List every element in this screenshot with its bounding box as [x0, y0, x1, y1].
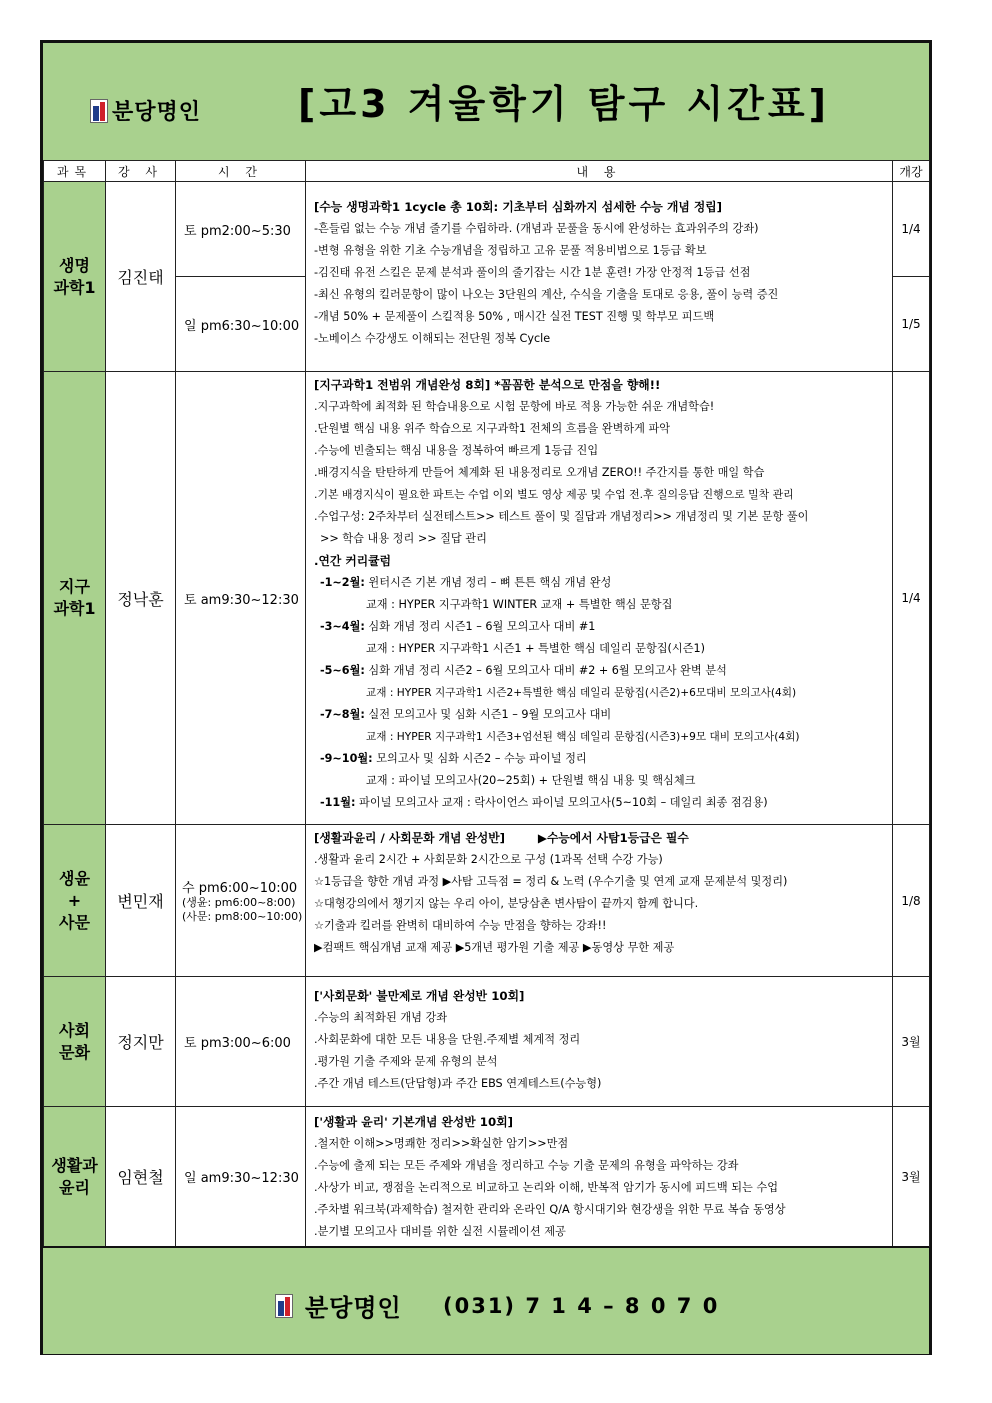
col-subject: 과목 [44, 161, 106, 182]
timetable [43, 160, 930, 1247]
content-line: -최신 유형의 킬러문항이 많이 나오는 3단원의 계산, 수식을 기출을 토대로 응용, 풀이 능력 증진 [314, 288, 779, 301]
subject-line: 문화 [59, 1042, 90, 1062]
content-line: ☆기출과 킬러를 완벽히 대비하여 수능 만점을 향하는 강좌!! [314, 919, 607, 932]
curriculum-item [314, 572, 886, 594]
content-line: .수업구성: 2주차부터 실전테스트>> 테스트 풀이 및 질답과 개념정리>> 개념정리 및 기본 문항 풀이 [314, 510, 809, 523]
content-line: .주차별 워크북(과제학습) 철저한 관리와 온라인 Q/A 항시대기와 현강생을 위한 무료 복습 동영상 [314, 1203, 786, 1216]
open-cell: 1/4 [893, 182, 930, 277]
curriculum-book: 교재 : HYPER 지구과학1 시즌1 + 특별한 핵심 데일리 문항집(시즌1) [366, 642, 706, 655]
content-line: -개념 50% + 문제풀이 스킬적용 50% , 매시간 실전 TEST 진행 및 학부모 피드백 [314, 310, 715, 323]
subject-line: 사회 [59, 1020, 90, 1040]
open-cell: 1/4 [893, 372, 930, 825]
footer-logo-text: 분당명인 [305, 1294, 402, 1322]
content-line: .생활과 윤리 2시간 + 사회문화 2시간으로 구성 (1과목 선택 수강 가능) [314, 853, 663, 866]
content-heading: [지구과학1 전범위 개념완성 8회] *꼼꼼한 분석으로 만점을 향해!! [314, 378, 661, 392]
curriculum-book: 교재 : 파이널 모의고사(20~25회) + 단원별 핵심 내용 및 핵심체크 [366, 774, 696, 787]
time-cell [176, 825, 306, 977]
content-heading: ['생활과 윤리' 기본개념 완성반 10회] [314, 1115, 513, 1129]
teacher-cell: 임현철 [106, 1107, 176, 1247]
content-line: >> 학습 내용 정리 >> 질답 관리 [320, 532, 487, 545]
content-line: -변형 유형을 위한 기초 수능개념을 정립하고 고유 문풀 적용비법으로 1등급 확보 [314, 244, 707, 257]
content-line: ▶컴팩트 핵심개념 교재 제공 ▶5개년 평가원 기출 제공 ▶동영상 무한 제공 [314, 941, 675, 954]
time-cell: 토 pm2:00~5:30 [176, 182, 306, 277]
subject-line: 과학1 [53, 277, 96, 297]
subject-cell [44, 977, 106, 1107]
curriculum-item [314, 792, 886, 814]
content-heading: ['사회문화' 불만제로 개념 완성반 10회] [314, 989, 525, 1003]
subject-cell [44, 182, 106, 372]
teacher-cell: 김진태 [106, 182, 176, 372]
content-line: .수능의 최적화된 개념 강좌 [314, 1011, 448, 1024]
subject-line: + [67, 890, 82, 910]
row-ethics-society [44, 825, 930, 977]
content-cell [306, 825, 893, 977]
open-cell: 3월 [893, 1107, 930, 1247]
curriculum-item [314, 704, 886, 726]
content-line: .수능에 빈출되는 핵심 내용을 정복하여 빠르게 1등급 진입 [314, 444, 599, 457]
content-heading: [수능 생명과학1 1cycle 총 10회: 기초부터 심화까지 섬세한 수능 개념 정립] [314, 200, 723, 214]
content-line: -김진태 유전 스킬은 문제 분석과 풀이의 줄기잡는 시간 1분 훈련! 가장 안정적 1등급 선점 [314, 266, 751, 279]
content-line: .사상가 비교, 쟁점을 논리적으로 비교하고 논리와 이해, 반복적 암기가 동시에 피드백 되는 수업 [314, 1181, 779, 1194]
content-cell [306, 1107, 893, 1247]
col-open: 개강 [893, 161, 930, 182]
content-cell [306, 372, 893, 825]
curriculum-month: -1~2월: [320, 576, 365, 589]
curriculum-item [314, 660, 886, 682]
col-time: 시 간 [176, 161, 306, 182]
footer-logo [275, 1288, 402, 1323]
subject-cell [44, 825, 106, 977]
open-cell: 1/5 [893, 277, 930, 372]
content-line: .기본 배경지식이 필요한 파트는 수업 이외 별도 영상 제공 및 수업 전.후 질의응답 진행으로 밀착 관리 [314, 488, 794, 501]
curriculum-desc: 파이널 모의고사 교재 : 락사이언스 파이널 모의고사(5~10회 – 데일리 최종 점검용) [355, 796, 768, 809]
curriculum-month: -5~6월: [320, 664, 365, 677]
subject-line: 지구 [59, 577, 90, 596]
open-cell: 3월 [893, 977, 930, 1107]
logo-mark-icon [275, 1294, 293, 1318]
teacher-cell: 정지만 [106, 977, 176, 1107]
subject-cell [44, 372, 106, 825]
subject-line: 생활과 [51, 1155, 98, 1175]
content-line: .배경지식을 탄탄하게 만들어 체계화 된 내용정리로 오개념 ZERO!! 주간지를 통한 매일 학습 [314, 466, 765, 479]
row-society-culture [44, 977, 930, 1107]
curriculum-month: -9~10월: [320, 752, 373, 765]
page-title: [고3 겨울학기 탐구 시간표] [298, 82, 830, 126]
content-line: -흔들림 없는 수능 개념 줄기를 수립하라. (개념과 문풀을 동시에 완성하는 효과위주의 강좌) [314, 222, 759, 235]
curriculum-book: 교재 : HYPER 지구과학1 WINTER 교재 + 특별한 핵심 문항집 [366, 598, 673, 611]
curriculum-month: -7~8월: [320, 708, 365, 721]
content-line: .수능에 출제 되는 모든 주제와 개념을 정리하고 수능 기출 문제의 유형을 파악하는 강좌 [314, 1159, 739, 1172]
col-content: 내 용 [306, 161, 893, 182]
header-banner [43, 43, 929, 162]
header-row [44, 161, 930, 182]
header-logo-text: 분당명인 [112, 100, 202, 125]
row-life-ethics [44, 1107, 930, 1247]
time-main: 수 pm6:00~10:00 [182, 881, 298, 896]
row-life-science [44, 182, 930, 277]
time-cell: 토 pm3:00~6:00 [176, 977, 306, 1107]
open-cell: 1/8 [893, 825, 930, 977]
time-sub: (사문: pm8:00~10:00) [182, 910, 303, 923]
header-logo [90, 95, 201, 126]
curriculum-desc: 모의고사 및 심화 시즌2 – 수능 파이널 정리 [372, 752, 587, 765]
curriculum-desc: 실전 모의고사 및 심화 시즌1 – 9월 모의고사 대비 [364, 708, 612, 721]
content-heading: [생활과윤리 / 사회문화 개념 완성반] ▶수능에서 사탐1등급은 필수 [314, 831, 689, 845]
curriculum-month: -3~4월: [320, 620, 365, 633]
subject-line: 생명 [59, 255, 90, 275]
subject-line: 윤리 [59, 1177, 90, 1197]
curriculum-month: -11월: [320, 796, 356, 809]
teacher-cell: 정낙훈 [106, 372, 176, 825]
footer-banner [43, 1246, 929, 1354]
content-line: .주간 개념 테스트(단답형)과 주간 EBS 연계테스트(수능형) [314, 1077, 602, 1090]
teacher-cell: 변민재 [106, 825, 176, 977]
content-cell [306, 977, 893, 1107]
curriculum-book: 교재 : HYPER 지구과학1 시즌3+엄선된 핵심 데일리 문항집(시즌3)+9모 대비 모의고사(4회) [366, 731, 800, 743]
curriculum-desc: 심화 개념 정리 시즌1 – 6월 모의고사 대비 #1 [364, 620, 596, 633]
col-teacher: 강 사 [106, 161, 176, 182]
curriculum-desc: 심화 개념 정리 시즌2 – 6월 모의고사 대비 #2 + 6월 모의고사 완벽 분석 [364, 664, 727, 677]
content-line: -노베이스 수강생도 이해되는 전단원 정복 Cycle [314, 332, 551, 345]
time-cell: 토 am9:30~12:30 [176, 372, 306, 825]
content-line: .철저한 이해>>명쾌한 정리>>확실한 암기>>만점 [314, 1137, 569, 1150]
content-line: .지구과학에 최적화 된 학습내용으로 시험 문항에 바로 적용 가능한 쉬운 개념학습! [314, 400, 715, 413]
time-sub: (생윤: pm6:00~8:00) [182, 896, 296, 909]
curriculum-item [314, 616, 886, 638]
curriculum-item [314, 748, 886, 770]
time-cell: 일 pm6:30~10:00 [176, 277, 306, 372]
subject-line: 생윤 [59, 868, 90, 888]
curriculum-desc: 윈터시즌 기본 개념 정리 – 뼈 튼튼 핵심 개념 완성 [364, 576, 612, 589]
subject-line: 과학1 [53, 599, 96, 618]
subject-line: 사문 [59, 912, 90, 932]
content-cell [306, 182, 893, 372]
curriculum-title: .연간 커리큘럼 [314, 554, 391, 568]
phone-number: (031) 7 1 4 – 8 0 7 0 [443, 1294, 720, 1318]
row-earth-science [44, 372, 930, 825]
content-line: ☆대형강의에서 챙기지 않는 우리 아이, 분당삼촌 변사탐이 끝까지 함께 합니다. [314, 897, 699, 910]
logo-mark-icon [90, 99, 108, 123]
content-line: .사회문화에 대한 모든 내용을 단원.주제별 체계적 정리 [314, 1033, 581, 1046]
time-cell: 일 am9:30~12:30 [176, 1107, 306, 1247]
content-line: .평가원 기출 주제와 문제 유형의 분석 [314, 1055, 498, 1068]
content-line: .분기별 모의고사 대비를 위한 실전 시뮬레이션 제공 [314, 1225, 566, 1238]
content-line: .단원별 핵심 내용 위주 학습으로 지구과학1 전체의 흐름을 완벽하게 파악 [314, 422, 671, 435]
timetable-sheet [40, 40, 932, 1355]
curriculum-book: 교재 : HYPER 지구과학1 시즌2+특별한 핵심 데일리 문항집(시즌2)+6모대비 모의고사(4회) [366, 687, 797, 699]
content-line: ☆1등급을 향한 개념 과정 ▶사탐 고득점 = 정리 & 노력 (우수기출 및 연계 교재 문제분석 및정리) [314, 875, 788, 888]
subject-cell [44, 1107, 106, 1247]
